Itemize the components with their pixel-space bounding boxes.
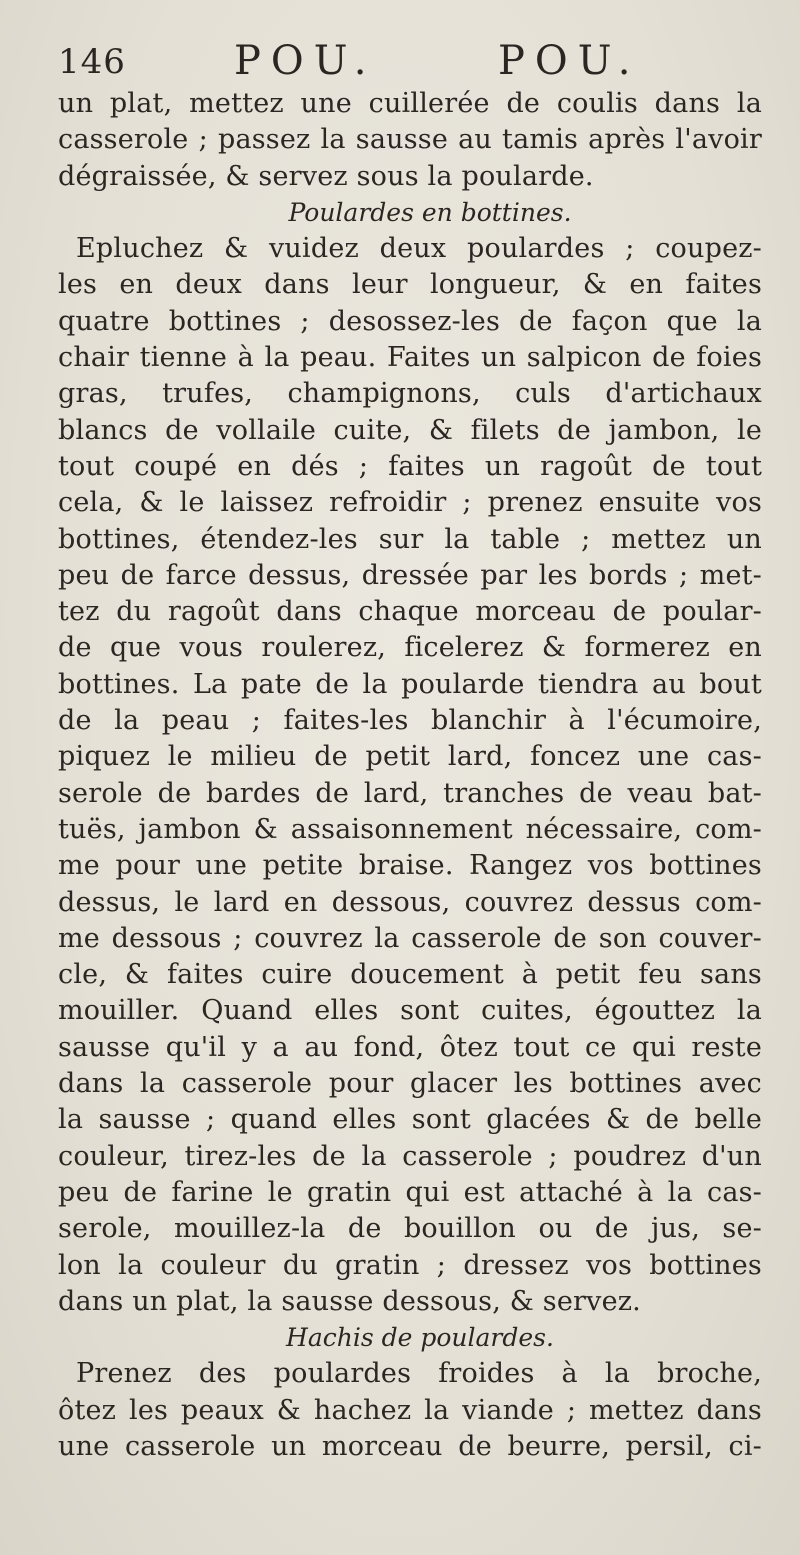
running-head-left: POU. (234, 38, 377, 84)
text-line: dessus, le lard en dessous, couvrez dessus com- (58, 886, 762, 918)
text-line: me dessous ; couvrez la casserole de son couver- (58, 922, 762, 954)
text-line: dégraissée, & servez sous la poularde. (58, 160, 594, 192)
text-line: dans la casserole pour glacer les bottines avec (58, 1068, 762, 1100)
text-line: couleur, tirez-les de la casserole ; poudrez d'un (58, 1140, 762, 1172)
text-line: tout coupé en dés ; faites un ragoût de tout (58, 450, 762, 482)
text-line: casserole ; passez la sausse au tamis après l'avoir (58, 124, 762, 156)
text-line: chair tienne à la peau. Faites un salpicon de foies (58, 342, 762, 374)
text-line: piquez le milieu de petit lard, foncez une cas- (58, 741, 762, 773)
text-line: blancs de vollaile cuite, & filets de jambon, le (58, 414, 762, 446)
text-line: la sausse ; quand elles sont glacées & de belle (58, 1104, 762, 1136)
text-line: lon la couleur du gratin ; dressez vos bottines (58, 1249, 762, 1281)
text-line: de que vous roulerez, ficelerez & formerez en (58, 632, 762, 664)
text-line: Epluchez & vuidez deux poulardes ; coupez- (76, 233, 762, 265)
text-line: bottines. La pate de la poularde tiendra au bout (58, 668, 762, 700)
text-line: de la peau ; faites-les blanchir à l'écumoire, (58, 705, 762, 737)
recipe-heading: Poulardes en bottines. (288, 197, 572, 227)
text-line: me pour une petite braise. Rangez vos bottines (58, 850, 762, 882)
text-line: une casserole un morceau de beurre, persil, ci- (58, 1430, 762, 1462)
running-head-right: POU. (498, 38, 641, 84)
page-number: 146 (58, 42, 126, 82)
text-line: bottines, étendez-les sur la table ; mettez un (58, 523, 762, 555)
body-text (58, 86, 762, 1465)
text-line: dans un plat, la sausse dessous, & servez. (58, 1285, 641, 1317)
text-line: un plat, mettez une cuillerée de coulis dans la (58, 88, 762, 119)
text-line: quatre bottines ; desossez-les de façon que la (58, 305, 762, 337)
text-line: peu de farine le gratin qui est attaché à la cas- (58, 1176, 762, 1208)
text-line: mouiller. Quand elles sont cuites, égouttez la (58, 995, 762, 1027)
text-line: gras, trufes, champignons, culs d'artichaux (58, 378, 762, 410)
text-line: les en deux dans leur longueur, & en faites (58, 269, 762, 301)
text-line: tez du ragoût dans chaque morceau de poular- (58, 596, 762, 628)
text-line: serole de bardes de lard, tranches de veau bat- (58, 777, 762, 809)
text-line: Prenez des poulardes froides à la broche, (76, 1358, 762, 1390)
text-line: peu de farce dessus, dressée par les bords ; met- (58, 559, 762, 591)
recipe-heading: Hachis de poulardes. (286, 1323, 554, 1353)
page-header (58, 30, 758, 86)
text-line: ôtez les peaux & hachez la viande ; mettez dans (58, 1394, 762, 1426)
text-line: sausse qu'il y a au fond, ôtez tout ce qui reste (58, 1031, 762, 1063)
text-line: serole, mouillez-la de bouillon ou de jus, se- (58, 1213, 762, 1245)
text-line: tuës, jambon & assaisonnement nécessaire, com- (58, 813, 762, 845)
text-line: cle, & faites cuire doucement à petit feu sans (58, 959, 762, 991)
text-line: cela, & le laissez refroidir ; prenez ensuite vos (58, 487, 762, 519)
